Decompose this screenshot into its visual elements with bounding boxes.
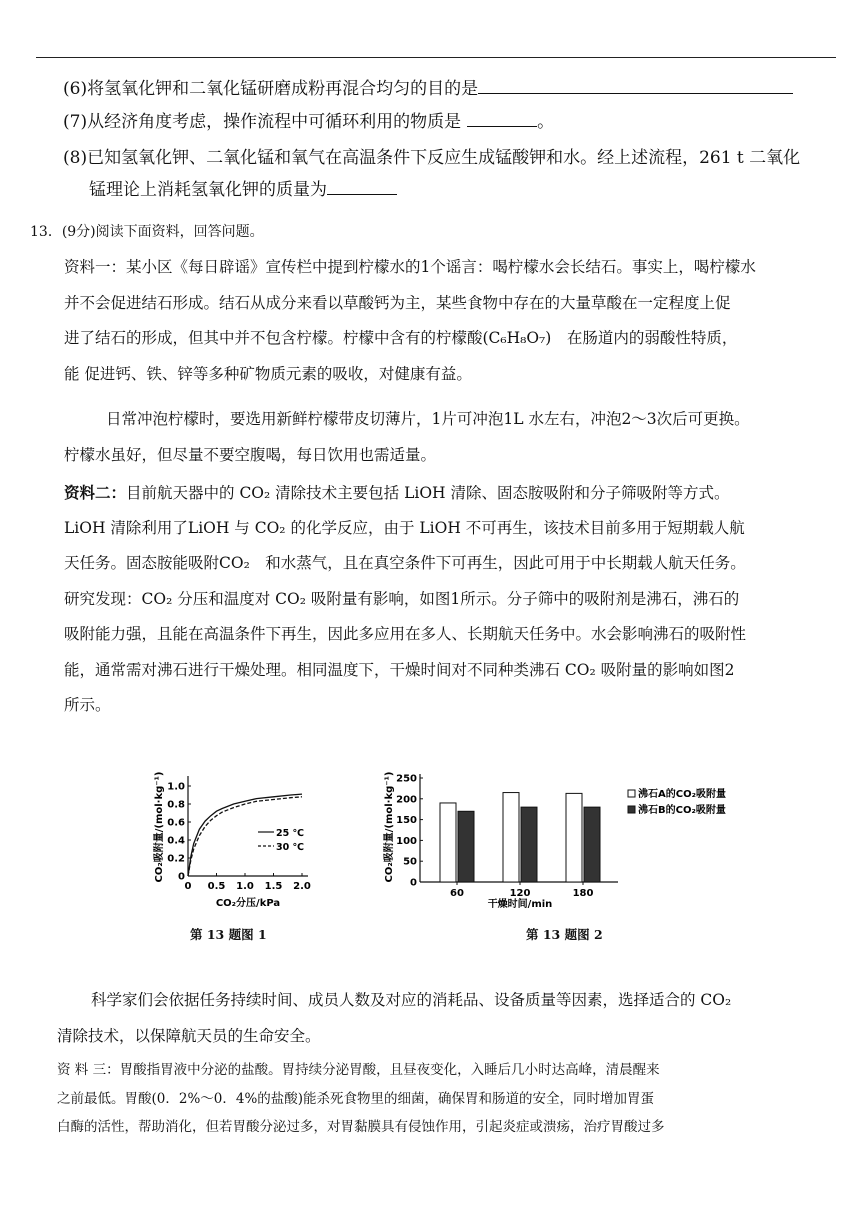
fig2-bar-a-60	[440, 803, 456, 882]
fig1-y-tick-2: 0.4	[167, 835, 185, 847]
fig2-bar-a-120	[503, 793, 519, 882]
fig2-bar-b-120	[521, 807, 537, 882]
fig1-legend-30: 30 ℃	[276, 842, 305, 853]
fig1-x-tick-0: 0	[184, 881, 192, 892]
fig1-x-tick-2: 1.0	[236, 881, 254, 892]
legend-swatch-b	[628, 806, 635, 813]
fig2-legend-a: 沸石A的CO₂吸附量	[638, 789, 726, 800]
fig2-legend-b: 沸石B的CO₂吸附量	[638, 805, 726, 816]
fig1-x-label: CO₂分压/kPa	[215, 898, 281, 909]
fig1-legend-25: 25 ℃	[276, 828, 305, 839]
fig2-bar-b-180	[584, 807, 600, 882]
question-6: (6)将氢氧化钾和二氧化锰研磨成粉再混合均匀的目的是	[63, 75, 793, 101]
fig2-bar-b-60	[458, 811, 474, 882]
fig1-y-tick-4: 0.8	[167, 799, 185, 811]
fig1-y-tick-5: 1.0	[167, 781, 185, 793]
question-13-heading: 13．(9分)阅读下面资料，回答问题。	[30, 224, 264, 240]
material-two-conclusion: 科学家们会依据任务持续时间、成员人数及对应的消耗品、设备质量等因素，选择适合的 CO₂ 清除技术，以保障航天员的生命安全。	[57, 991, 732, 1045]
answer-blank-8[interactable]	[327, 176, 397, 195]
figure-1-caption: 第 13 题图 1	[190, 927, 267, 942]
fig1-y-tick-0: 0	[178, 871, 185, 883]
fig2-y-tick-1: 50	[403, 856, 417, 868]
question-8: (8)已知氢氧化钾、二氧化锰和氧气在高温条件下反应生成锰酸钾和水。经上述流程，261 t 二氧化 锰理论上消耗氢氧化钾的质量为	[63, 148, 801, 200]
fig2-x-tick-0: 60	[450, 888, 464, 899]
fig2-y-tick-3: 150	[396, 815, 417, 827]
fig2-y-tick-2: 100	[396, 835, 417, 847]
material-three: 资 料 三：胃酸指胃液中分泌的盐酸。胃持续分泌胃酸，且昼夜变化，入睡后几小时达高峰，清晨醒来 之前最低。胃酸(0．2%～0．4%的盐酸)能杀死食物里的细菌，确保胃和肠道的安全，同时增加胃蛋 白酶的活性，帮助消化，但若胃酸分泌过多，对胃黏膜具有侵蚀作用，引起炎症或溃疡，治疗胃酸过多	[57, 1062, 665, 1135]
fig2-x-tick-2: 180	[572, 888, 594, 899]
fig1-x-tick-3: 1.5	[264, 881, 283, 892]
legend-swatch-a	[628, 790, 635, 797]
fig2-bar-a-180	[566, 793, 582, 882]
fig2-x-tick-1: 120	[509, 888, 531, 899]
figure-1-line-chart	[150, 752, 320, 912]
answer-blank-6[interactable]	[478, 75, 793, 94]
figure-2-bar-chart	[380, 752, 780, 912]
fig1-x-tick-1: 0.5	[207, 881, 226, 892]
figure-2-caption: 第 13 题图 2	[526, 927, 603, 942]
fig1-y-tick-3: 0.6	[167, 817, 185, 829]
material-one: 资料一：某小区《每日辟谣》宣传栏中提到柠檬水的1个谣言：喝柠檬水会长结石。事实上，喝柠檬水 并不会促进结石形成。结石从成分来看以草酸钙为主，某些食物中存在的大量草酸在一定程度上促 进了结石的形成，但其中并不包含柠檬。柠檬中含有的柠檬酸(C₆H₈O₇) 在肠道内的弱酸性特质， 能 促进钙、铁、锌等多种矿物质元素的吸收，对健康有益。	[64, 258, 756, 383]
fig2-y-tick-4: 200	[396, 794, 417, 806]
material-two: 资料二：目前航天器中的 CO₂ 清除技术主要包括 LiOH 清除、固态胺吸附和分子筛吸附等方式。 LiOH 清除利用了LiOH 与 CO₂ 的化学反应，由于 LiOH 不可再生，该技术目前多用于短期载人航 天任务。固态胺能吸附CO₂ 和水蒸气，且在真空条件下可再生，因此可用于中长期载人航天任务。 研究发现：CO₂ 分压和温度对 CO₂ 吸附量有影响，如图1所示。分子筛中的吸附剂是沸石，沸石的 吸附能力强，且能在高温条件下再生，因此多应用在多人、长期航天任务中。水会影响沸石的吸附性 能，通常需对沸石进行干燥处理。相同温度下，干燥时间对不同种类沸石 CO₂ 吸附量的影响如图2 所示。	[64, 483, 747, 714]
fig2-y-tick-5: 250	[396, 773, 417, 785]
fig2-x-label: 干燥时间/min	[487, 899, 553, 910]
fig1-y-tick-1: 0.2	[167, 853, 185, 865]
question-7: (7)从经济角度考虑，操作流程中可循环利用的物质是 。	[63, 108, 554, 134]
fig1-x-tick-4: 2.0	[293, 881, 311, 892]
material-two-label: 资料二：	[64, 483, 127, 502]
fig2-y-label: CO₂吸附量/(mol·kg⁻¹)	[384, 771, 395, 883]
material-one-continued: 日常冲泡柠檬时，要选用新鲜柠檬带皮切薄片，1片可冲泡1L 水左右，冲泡2～3次后可更换。 柠檬水虽好，但尽量不要空腹喝，每日饮用也需适量。	[64, 410, 750, 464]
fig2-y-tick-0: 0	[410, 877, 417, 889]
answer-blank-7[interactable]	[467, 108, 537, 127]
fig1-y-label: CO₂吸附量/(mol·kg⁻¹)	[154, 771, 165, 883]
top-rule	[36, 57, 836, 58]
